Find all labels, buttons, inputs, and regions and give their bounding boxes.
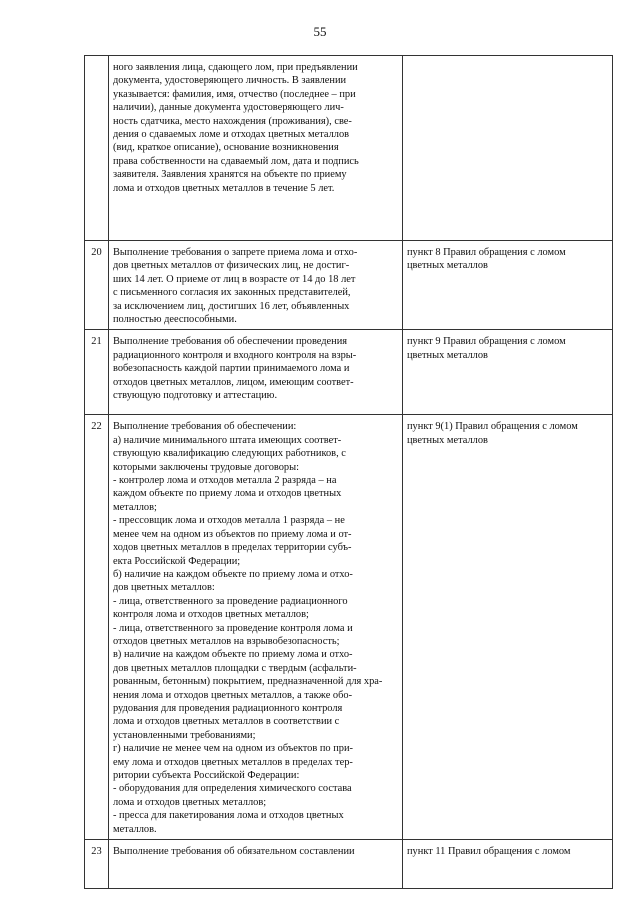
- row-number: [85, 56, 109, 241]
- requirement-text: Выполнение требования об обеспечении проведения радиационного контроля и входного контроля на взры- вобезопасность каждой партии принимаемого лома и отходов цветных металлов, лицом, имеющим соответ- ствующую подготовку и аттестацию.: [113, 336, 357, 402]
- requirement-cell: [109, 840, 403, 889]
- reference-cell: [403, 56, 613, 241]
- page-number: 55: [313, 24, 327, 39]
- reference-text: пункт 8 Правил обращения с ломом цветных металлов: [407, 247, 566, 272]
- requirement-text: Выполнение требования об обеспечении: а) наличие минимального штата имеющих соответ- ствующую квалификацию следующих работников, с которыми заключены трудовые договоры: - контролер лома и отходов металла 2 разряда – на каждом объекте по приему лома и отходов цветных металлов; - прессовщик лома и отходов металла 1 разряда – не менее чем на одном из объектов по приему лома и от- ходов цветных металлов в пределах территории субъ- екта Российской Федерации; б) наличие на каждом объекте по приему лома и отхо- дов цветных металлов: - лица, ответственного за проведение радиационного контроля лома и отходов цветных металлов; - лица, ответственного за проведение контроля лома и отходов цветных металлов на взрывобезопасность; в) наличие на каждом объекте по приему лома и отхо- дов цветных металлов площадки с твердым (асфальти- рованным, бетонным) покрытием, предназначенной для хра- нения лома и отходов цветных металлов, а также обо- рудования для проведения радиационного контроля лома и отходов цветных металлов в соответствии с установленными требованиями; г) наличие не менее чем на одном из объектов по при- ему лома и отходов цветных металлов в пределах тер- ритории субъекта Российской Федерации: - оборудования для определения химического состава лома и отходов цветных металлов; - пресса для пакетирования лома и отходов цветных металлов.: [113, 421, 383, 835]
- table-row: [85, 415, 613, 840]
- row-number: 21: [85, 330, 109, 415]
- requirement-cell: [109, 241, 403, 330]
- reference-text: пункт 11 Правил обращения с ломом: [407, 846, 571, 858]
- reference-text: пункт 9(1) Правил обращения с ломом цветных металлов: [407, 421, 578, 446]
- requirement-text: Выполнение требования о запрете приема лома и отхо- дов цветных металлов от физических лиц, не достиг- ших 14 лет. О приеме от лиц в возрасте от 14 до 18 лет с письменного согласия их законных представителей, за исключением лиц, достигших 16 лет, объявленных полностью дееспособными.: [113, 247, 358, 326]
- requirement-cell: [109, 415, 403, 840]
- reference-cell: [403, 241, 613, 330]
- table-row: [85, 330, 613, 415]
- reference-cell: [403, 330, 613, 415]
- reference-text: пункт 9 Правил обращения с ломом цветных металлов: [407, 336, 566, 361]
- row-number: 22: [85, 415, 109, 840]
- row-number: 20: [85, 241, 109, 330]
- requirement-cell: [109, 56, 403, 241]
- reference-cell: [403, 840, 613, 889]
- requirement-text: Выполнение требования об обязательном составлении: [113, 846, 355, 858]
- table-row: [85, 56, 613, 241]
- reference-cell: [403, 415, 613, 840]
- requirement-text: ного заявления лица, сдающего лом, при предъявлении документа, удостоверяющего личность. В заявлении указывается: фамилия, имя, отчество (последнее – при наличии), данные документа удостоверяющего лич- ность сдатчика, место нахождения (проживания), све- дения о сдаваемых ломе и отходах цветных металлов (вид, краткое описание), основание возникновения права собственности на сдаваемый лом, дата и подпись заявителя. Заявления хранятся на объекте по приему лома и отходов цветных металлов в течение 5 лет.: [113, 62, 359, 194]
- requirement-cell: [109, 330, 403, 415]
- table-row: [85, 840, 613, 889]
- requirements-table: [84, 55, 613, 889]
- table-row: [85, 241, 613, 330]
- row-number: 23: [85, 840, 109, 889]
